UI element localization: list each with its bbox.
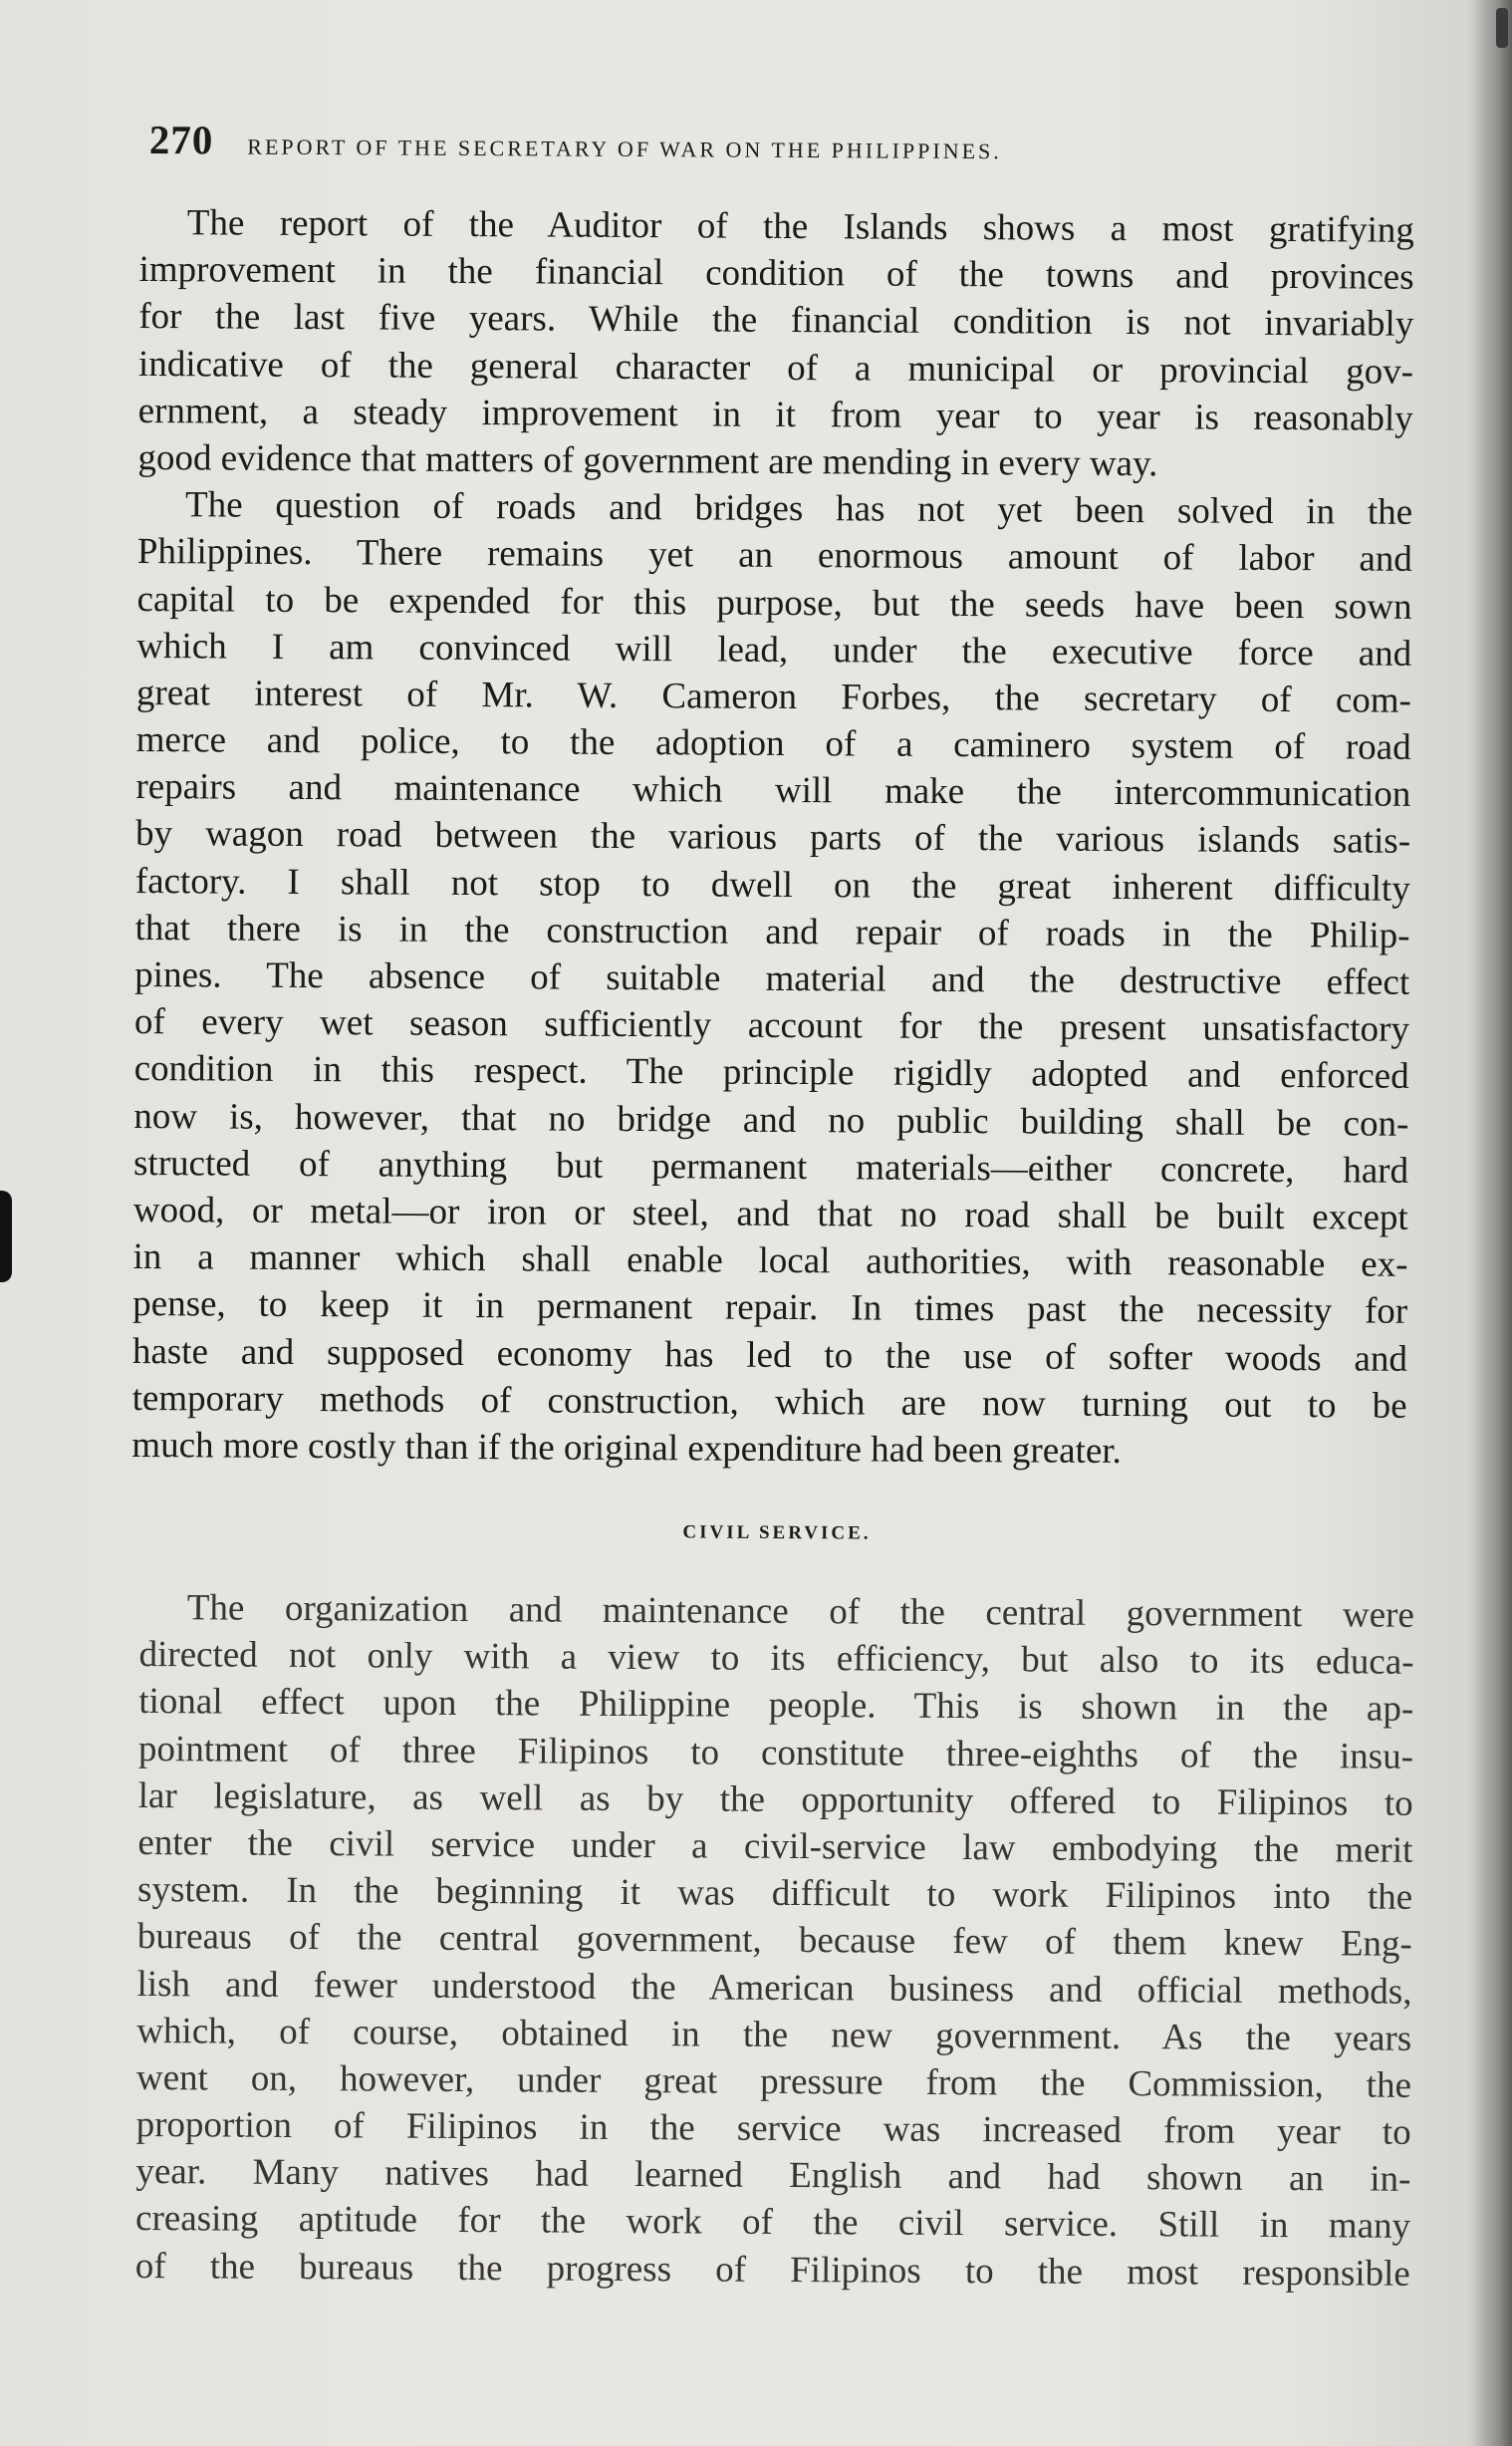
text-line: temporary methods of construction, which are now turning out to be xyxy=(131,1377,1407,1427)
text-line: by wagon road between the various parts of the various islands satis- xyxy=(134,813,1411,863)
text-line: which, of course, obtained in the new government. As the years xyxy=(136,2010,1412,2059)
text-line: that there is in the construction and repair of roads in the Philip- xyxy=(134,907,1410,956)
page-header xyxy=(149,116,1385,183)
running-head: REPORT OF THE SECRETARY OF WAR ON THE PHILIPPINES. xyxy=(247,134,1002,164)
text-line: of the bureaus the progress of Filipinos to the most responsible xyxy=(134,2245,1410,2295)
text-line: The organization and maintenance of the central government were xyxy=(186,1587,1414,1636)
text-line: The question of roads and bridges has not yet been solved in the xyxy=(185,484,1413,533)
text-line: Philippines. There remains yet an enormous amount of labor and xyxy=(136,531,1412,581)
text-line: for the last five years. While the financial condition is not invariably xyxy=(138,296,1414,346)
text-line: ernment, a steady improvement in it from year to year is reasonably xyxy=(137,390,1413,439)
text-line: directed not only with a view to its efficiency, but also to its educa- xyxy=(138,1634,1414,1684)
text-line: which I am convinced will lead, under the executive force and xyxy=(136,625,1412,675)
text-line: tional effect upon the Philippine people. This is shown in the ap- xyxy=(138,1681,1414,1731)
text-line: good evidence that matters of government are mending in every way. xyxy=(137,436,1158,485)
text-line: wood, or metal—or iron or steel, and that no road shall be built except xyxy=(132,1189,1408,1238)
corner-mark xyxy=(1496,8,1508,48)
page-edge-shadow xyxy=(1472,0,1512,2446)
text-line: system. In the beginning it was difficult to work Filipinos into the xyxy=(137,1869,1413,1918)
text-line: factory. I shall not stop to dwell on the great inherent difficulty xyxy=(134,860,1410,910)
text-line: pines. The absence of suitable material and the destructive effect xyxy=(134,953,1410,1003)
paragraph-civil-service xyxy=(135,1584,1414,2298)
section-heading-civil-service: CIVIL SERVICE. xyxy=(682,1521,872,1544)
text-line: much more costly than if the original expenditure had been greater. xyxy=(131,1424,1122,1472)
text-line: merce and police, to the adoption of a caminero system of road xyxy=(135,719,1411,768)
text-line: now is, however, that no bridge and no public building shall be con- xyxy=(133,1095,1409,1145)
text-line: creasing aptitude for the work of the civil service. Still in many xyxy=(134,2198,1411,2248)
text-line: great interest of Mr. W. Cameron Forbes, the secretary of com- xyxy=(135,672,1412,721)
text-line: year. Many natives had learned English and had shown an in- xyxy=(135,2151,1411,2201)
paragraphs-roads-finance xyxy=(131,199,1414,1477)
text-line: pointment of three Filipinos to constitute three-eighths of the insu- xyxy=(137,1728,1414,1777)
text-line: pense, to keep it in permanent repair. In times past the necessity for xyxy=(132,1283,1408,1333)
text-line: of every wet season sufficiently account for the present unsatisfactory xyxy=(133,1001,1410,1050)
text-line: went on, however, under great pressure from the Commission, the xyxy=(135,2056,1412,2106)
text-line: lar legislature, as well as by the opportunity offered to Filipinos to xyxy=(137,1774,1413,1824)
text-line: lish and fewer understood the American business and official methods, xyxy=(136,1963,1412,2013)
text-line: bureaus of the central government, because few of them knew Eng- xyxy=(136,1916,1412,1966)
text-line: proportion of Filipinos in the service was increased from year to xyxy=(135,2104,1411,2153)
text-line: The report of the Auditor of the Islands shows a most gratifying xyxy=(186,202,1414,251)
page-number: 270 xyxy=(148,116,214,163)
binding-mark xyxy=(0,1191,12,1282)
text-line: condition in this respect. The principle rigidly adopted and enforced xyxy=(133,1048,1409,1098)
text-line: indicative of the general character of a municipal or provincial gov- xyxy=(137,343,1414,393)
text-line: improvement in the financial condition of the towns and provinces xyxy=(138,249,1414,299)
text-line: repairs and maintenance which will make the intercommunication xyxy=(135,766,1411,816)
text-line: haste and supposed economy has led to the use of softer woods and xyxy=(131,1330,1408,1380)
text-line: in a manner which shall enable local authorities, with reasonable ex- xyxy=(132,1236,1408,1285)
text-line: structed of anything but permanent materials—either concrete, hard xyxy=(132,1142,1409,1192)
text-line: capital to be expended for this purpose, but the seeds have been sown xyxy=(136,578,1412,628)
text-line: enter the civil service under a civil-service law embodying the merit xyxy=(137,1821,1413,1871)
